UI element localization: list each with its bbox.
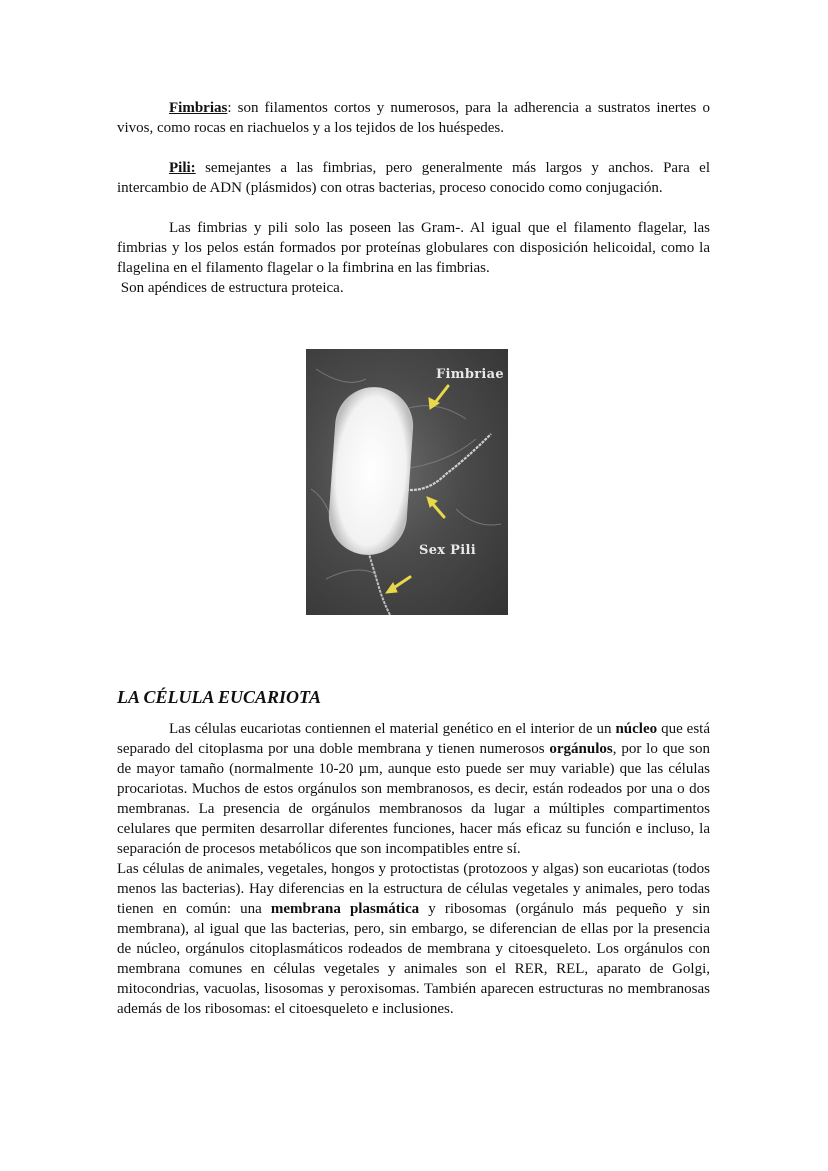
gram-line2: Son apéndices de estructura proteica. xyxy=(117,280,344,296)
gram-text: Las fimbrias y pili solo las poseen las Gram-. Al igual que el filamento flagelar, las fimbrias y los pelos están formados por proteínas globulares con disposición helicoidal, como la flagelina en el filamento flagelar o la fimbrina en las fimbrias. xyxy=(117,220,710,276)
eucariota-text-c: que está separado del citoplasma por una doble membrana y tienen numerosos xyxy=(117,721,710,757)
paragraph-eucariota-2 xyxy=(117,859,710,1019)
micrograph-drawing xyxy=(306,349,508,615)
term-fimbrias: Fimbrias xyxy=(169,100,228,116)
fimbrias-text: : son filamentos cortos y numerosos, para la adherencia a sustratos inertes o vivos, como rocas en riachuelos y a los tejidos de los huéspedes. xyxy=(117,100,710,136)
pili-text: semejantes a las fimbrias, pero generalmente más largos y anchos. Para el intercambio de ADN (plásmidos) con otras bacterias, proceso conocido como conjugación. xyxy=(117,160,710,196)
paragraph-gram xyxy=(117,218,710,278)
eucariota2-text-a: Las células de animales, vegetales, hongos y protoctistas (protozoos y algas) son eucariotas (todos menos las bacterias). Hay diferencias en la estructura de células vegetales y animales, pero todas tienen en común: una xyxy=(117,861,710,917)
bacterium-micrograph xyxy=(306,349,508,615)
term-organulos: orgánulos xyxy=(549,741,613,757)
term-membrana-plasmatica: membrana plasmática xyxy=(270,901,420,917)
label-fimbriae: Fimbriae xyxy=(436,367,504,382)
paragraph-pili xyxy=(117,158,710,198)
document-page xyxy=(117,98,710,1019)
term-nucleo: núcleo xyxy=(615,721,658,737)
term-pili: Pili: xyxy=(169,160,196,176)
paragraph-eucariota-1 xyxy=(117,719,710,859)
section-heading: LA CÉLULA EUCARIOTA xyxy=(117,687,322,707)
paragraph-gram-line2 xyxy=(117,278,710,298)
paragraph-fimbrias xyxy=(117,98,710,138)
eucariota2-text-c: y ribosomas (orgánulo más pequeño y sin membrana), al igual que las bacterias, pero, sin embargo, se diferencian de ellas por la presencia de núcleo, orgánulos citoplasmáticos rodeados de membrana y citoesqueleto. Los orgánulos con membrana comunes en células vegetales y animales son el RER, REL, aparato de Golgi, mitocondrias, vacuolas, lisosomas y peroxisomas. También aparecen estructuras no membranosas además de los ribosomas: el citoesqueleto e inclusiones. xyxy=(117,901,710,1017)
eucariota-text-a: Las células eucariotas contiennen el material genético en el interior de un xyxy=(169,721,616,737)
label-sex-pili: Sex Pili xyxy=(419,543,476,558)
eucariota-text-d: , por lo que son de mayor tamaño (normalmente 10-20 µm, aunque esto puede ser muy variable) que las células procariotas. Muchos de estos orgánulos son membranosos, es decir, están rodeados por una o dos membranas. La presencia de orgánulos membranosos da lugar a múltiples compartimentos celulares que permiten desarrollar diferentes funciones, hacer más eficaz su función e incluso, la separación de procesos metabólicos que son incompatibles entre sí. xyxy=(117,741,710,857)
